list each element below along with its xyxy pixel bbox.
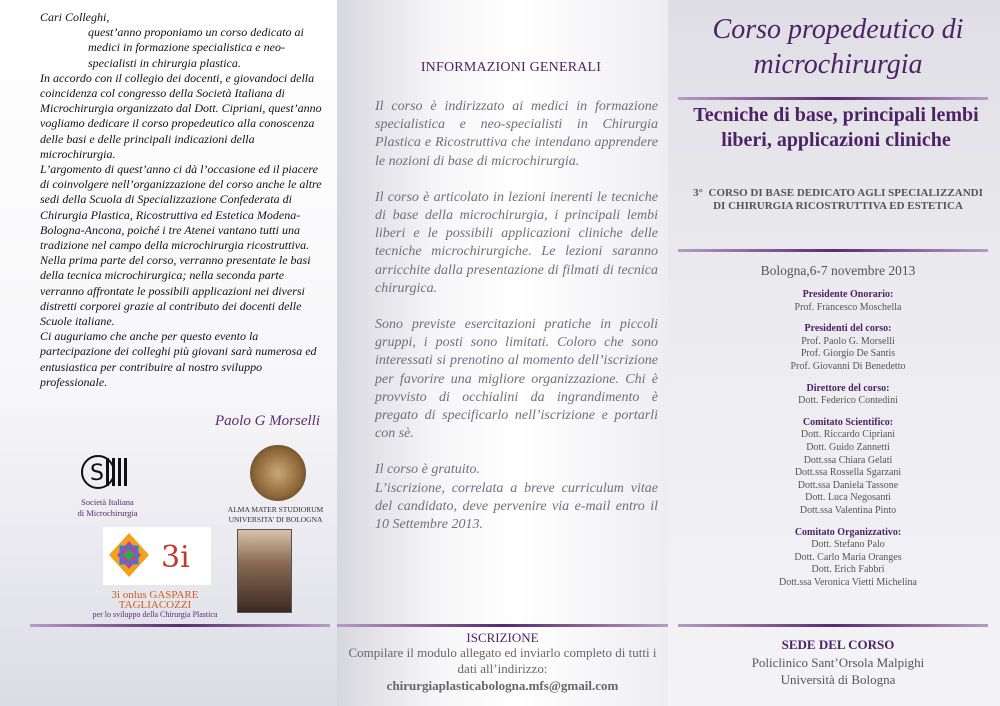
committee-member: Dott. Federico Contedini [798,395,898,407]
onlus-mark: 3i [161,540,190,575]
committees [718,289,978,598]
alma-caption-line: UNIVERSITA’ DI BOLOGNA [228,515,323,524]
course-title: Corso propedeutico di microchirurgia [712,14,964,80]
university-seal-icon [250,445,306,501]
committee-role: Direttore del corso: [806,382,890,394]
letter-signature: Paolo G Morselli [215,413,320,429]
letter-paragraph: Ci auguriamo che anche per questo evento la partecipazione dei colleghi più giovani sarà numerosa ed entusiastica per contribuire al nostro sviluppo professionale. [40,329,317,389]
onlus-caption-line: per lo sviluppo della Chirurgia Plastica [92,610,218,619]
committee-group [718,323,978,373]
info-paragraph: Sono previste esercitazioni pratiche in piccoli gruppi, i posti sono limitati. Coloro che sono interessati si prenotino al momento dell’iscrizione per favorire una migliore organizzazione. Chi è provvisto di occhialini da ingrandimento è pregato di specificarlo nell’iscrizione e portarli con sè. [375,317,658,442]
committee-role: Presidente Onorario: [802,289,894,300]
base-text: CORSO DI BASE DEDICATO AGLI SPECIALIZZANDI DI CHIRURGIA RICOSTRUTTIVA ED ESTETICA [708,187,983,212]
committee-member: Dott.ssa Veronica Vietti Michelina [779,576,917,588]
committee-member: Dott.ssa Chiara Gelati [803,454,893,466]
sim-caption [50,497,165,519]
course-base-info [688,187,988,213]
committee-member: Prof. Paolo G. Morselli [801,335,895,347]
letter-paragraph: In accordo con il collegio dei docenti, e giovandoci della coincidenza col congresso della Società Italiana di Microchirurgia organizzato dal Dott. Cipriani, quest’anno vogliamo dedicare il corso propedeutico alla conoscenza delle basi e delle principali indicazioni della microchirurgia. [40,70,322,161]
committee-role: Presidenti del corso: [804,323,892,335]
alma-caption [218,505,333,525]
right-panel [668,0,1000,706]
title-divider [678,97,988,100]
info-title: INFORMAZIONI GENERALI [420,60,602,75]
info-paragraph: Il corso è articolato in lezioni inerenti le tecniche di base della microchirurgia, i principali lembi liberi e le possibili applicazioni cliniche delle tecniche microchirurgiche. Le lezioni saranno arricchite dalla presentazione di filmati di tecnica chirurgica. [375,189,658,296]
middle-panel [337,0,668,706]
info-paragraph: Il corso è gratuito. L’iscrizione, correlata a breve curriculum vitae del candidato, deve pervenire via e-mail entro il 10 Settembre 2013. [375,462,658,533]
onlus-caption-line: TAGLIACOZZI [118,599,192,611]
committee-member: Dott. Carlo Maria Oranges [794,551,902,563]
committee-role: Comitato Scientifico: [802,416,894,428]
committee-role: Comitato Organizzativo: [794,526,902,538]
tagliacozzi-portrait [237,529,292,613]
committee-member: Dott. Riccardo Cipriani [800,429,896,441]
committee-member: Prof. Giorgio De Santis [800,348,896,360]
sim-caption-line: di Microchirurgia [77,508,138,518]
info-paragraph: Il corso è indirizzato ai medici in formazione specialistica e neo-specialisti in Chirurgia Plastica e Ricostruttiva che intendano apprendere le nozioni di base di microchirurgia. [375,99,658,169]
onlus-caption [70,590,240,620]
onlus-caption-line: 3i onlus GASPARE [111,589,199,601]
onlus-3i-logo [103,527,211,585]
committee-group [718,383,978,408]
committee-member: Prof. Giovanni Di Benedetto [790,360,906,372]
alma-caption-line: ALMA MATER STUDIORUM [227,505,324,514]
iscrizione-divider [337,624,668,627]
committee-group [718,417,978,518]
committee-member: Dott. Erich Fabbri [811,564,885,576]
iscrizione-title: ISCRIZIONE [466,630,539,645]
letter-greeting: Cari Colleghi, [40,10,110,24]
committee-member: Dott.ssa Rossella Sgarzani [794,467,902,479]
committee-member: Dott.ssa Valentina Pinto [799,504,897,516]
svg-text:S: S [90,461,104,486]
iscrizione-email[interactable]: chirurgiaplasticabologna.mfs@gmail.com [386,678,619,693]
welcome-letter [40,10,325,390]
sede-line: Università di Bologna [780,672,896,687]
info-body [375,98,658,552]
iscrizione-text: Compilare il modulo allegato ed inviarlo completo di tutti i dati all’indirizzo: [348,645,657,676]
sede-divider [678,624,988,627]
letter-paragraph: Nella prima parte del corso, verranno presentate le basi della tecnica microchirurgica; nella seconda parte verranno affrontate le possibili applicazioni nei diversi distretti corporei grazie al contributo dei docenti delle Scuole italiane. [40,253,311,329]
committee-group [718,289,978,314]
committee-member: Prof. Francesco Moschella [794,301,902,313]
letter-paragraph: L’argomento di quest’anno ci dà l’occasione ed il piacere di coinvolgere nell’organizzazione del corso anche le altre sedi della Scuola di Specializzazione Confederata di Chirurgia Plastica, Ricostruttiva ed Estetica Modena-Bologna-Ancona, poiché i tre Atenei vantano tutti una tradizione nel campo della microchirurgia ricostruttiva. [40,162,322,253]
left-panel [0,0,337,706]
committee-member: Dott. Luca Negosanti [805,492,891,504]
bottom-divider [30,624,330,627]
sede-line: Policlinico Sant’Orsola Malpighi [751,655,925,670]
committee-group [718,527,978,590]
course-date: Bologna,6-7 novembre 2013 [760,263,916,278]
committee-member: Dott.ssa Daniela Tassone [797,479,899,491]
sim-logo [80,452,132,492]
course-subtitle: Tecniche di base, principali lembi liberi, applicazioni cliniche [693,104,979,151]
committee-member: Dott. Guido Zannetti [806,441,890,453]
sim-caption-line: Società Italiana [81,497,134,507]
letter-intro: quest’anno proponiamo un corso dedicato ai medici in formazione specialistica e neo-specialisti in chirurgia plastica. [88,25,304,70]
base-number: 3° [693,187,704,199]
committee-member: Dott. Stefano Palo [811,539,885,551]
sede-title: SEDE DEL CORSO [781,637,895,652]
base-divider [678,249,988,252]
